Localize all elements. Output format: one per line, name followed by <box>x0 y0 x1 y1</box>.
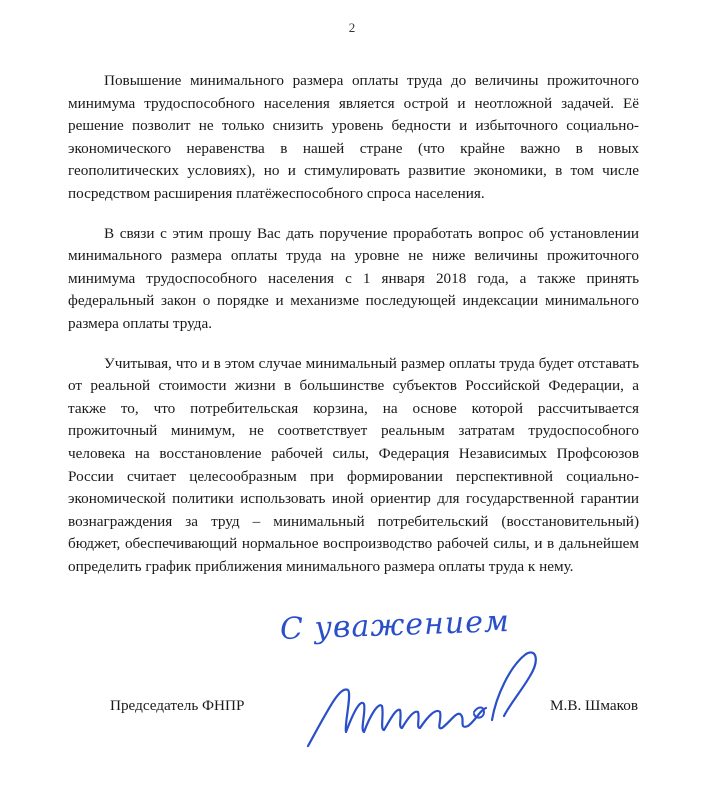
page-number: 2 <box>348 20 356 35</box>
closing-text: С уважением <box>279 604 511 647</box>
signatory-name: М.В. Шмаков <box>550 697 638 714</box>
signatory-title: Председатель ФНПР <box>110 697 245 714</box>
paragraph-3: Учитывая, что и в этом случае минимальный размер оплаты труда будет отставать от реальной стоимости жизни в большинстве субъектов Российской Федерации, а также то, что потребительская корзина, на основе которой рассчитывается прожиточный минимум, не соответствует реальным затратам трудоспособного человека на восстановление рабочей силы, Федерация Независимых Профсоюзов России считает целесообразным при формировании перспективной социально-экономической политики использовать иной ориентир для государственной гарантии вознаграждения за труд – минимальный потребительский (восстановительный) бюджет, обеспечивающий нормальное воспроизводство рабочей силы, и в дальнейшем определить график приближения минимального размера оплаты труда к нему. <box>68 354 639 575</box>
letter-body <box>68 70 639 578</box>
paragraph-2: В связи с этим прошу Вас дать поручение проработать вопрос об установлении минимального размера оплаты труда на уровне не ниже величины прожиточного минимума трудоспособного населения с 1 января 2018 года, а также принять федеральный закон о порядке и механизме последующей индексации минимального размера оплаты труда. <box>68 224 639 332</box>
paragraph-1: Повышение минимального размера оплаты труда до величины прожиточного минимума трудоспособного населения является острой и неотложной задачей. Её решение позволит не только снизить уровень бедности и избыточного социально-экономического неравенства в нашей стране (что крайне важно в новых геополитических условиях), но и стимулировать развитие экономики, в том числе посредством расширения платёжеспособного спроса населения. <box>68 72 639 202</box>
handwritten-signature <box>300 646 550 758</box>
